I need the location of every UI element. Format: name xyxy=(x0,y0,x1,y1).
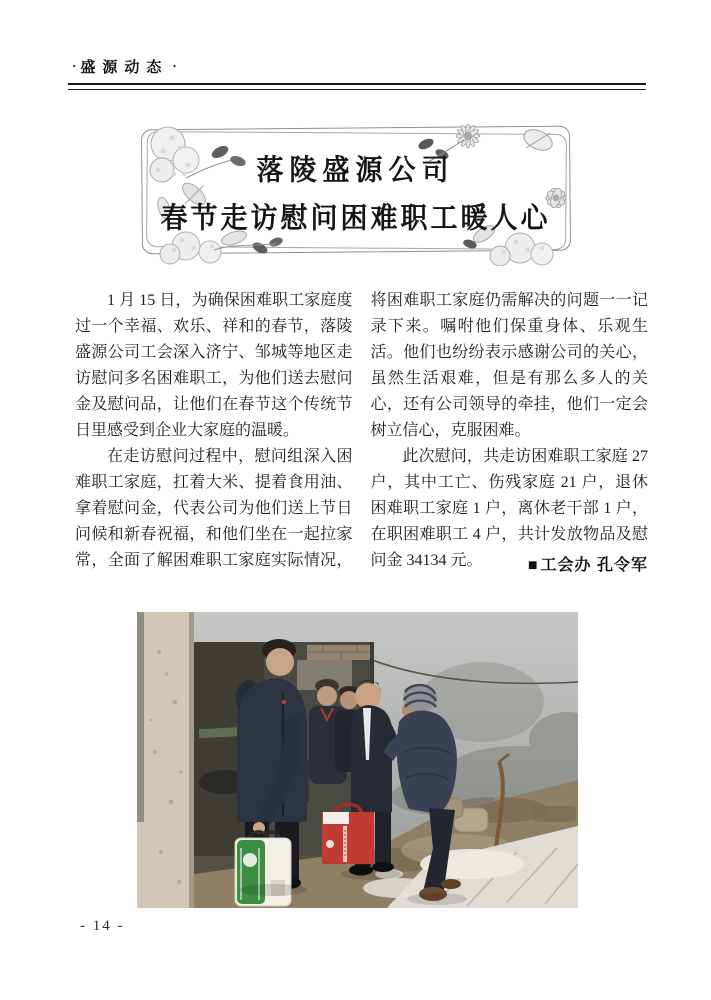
page-header xyxy=(68,56,646,90)
banner-titles xyxy=(128,118,583,266)
byline-square-marker: ■ xyxy=(527,557,539,574)
title-banner xyxy=(128,118,583,266)
page-number: - 14 - xyxy=(80,918,125,934)
section-label xyxy=(68,56,646,77)
photo-pillar xyxy=(137,612,194,908)
byline xyxy=(528,552,648,575)
paragraph-2: 在走访慰问过程中，慰问组深入困难职工家庭，扛着大米、提着食用油、拿着慰问金，代表公司为他们送上节日问候和新春祝福，和他们坐在一起拉家常，全面了解困难职工家庭实际情况，将困难职工家庭仍需解决的问题一一记录下来。嘱咐他们保重身体、乐观生活。他们也纷纷表示感谢公司的关心，虽然生活艰难，但是有那么多人的关心，还有公司领导的牵挂，他们一定会树立信心，克服困难。 xyxy=(75,292,648,569)
article-title-line2: 春节走访慰问困难职工暖人心 xyxy=(160,202,551,235)
header-double-rule xyxy=(68,83,646,90)
article-body xyxy=(75,288,648,580)
gift-box xyxy=(322,804,374,864)
section-title: 盛源动态 xyxy=(80,60,169,76)
header-bullet-right: · xyxy=(172,57,177,73)
paragraph-1: 1 月 15 日，为确保困难职工家庭度过一个幸福、欢乐、祥和的春节，落陵盛源公司工会深入济宁、邹城等地区走访慰问多名困难职工，为他们送去慰问金及慰问品，让他们在春节这个传统节日里感受到企业大家庭的温暖。 xyxy=(75,292,353,439)
byline-author: 工会办 孔令军 xyxy=(540,557,648,574)
header-bullet-left: · xyxy=(72,57,77,73)
paragraph-3: 此次慰问，共走访困难职工家庭 27 户，其中工亡、伤残家庭 21 户，退休困难职工家庭 1 户，离休老干部 1 户，在职困难职工 4 户，共计发放物品及慰问金 34134 元。 xyxy=(370,448,648,569)
news-photo xyxy=(137,612,578,908)
article-title-line1: 落陵盛源公司 xyxy=(256,154,455,187)
